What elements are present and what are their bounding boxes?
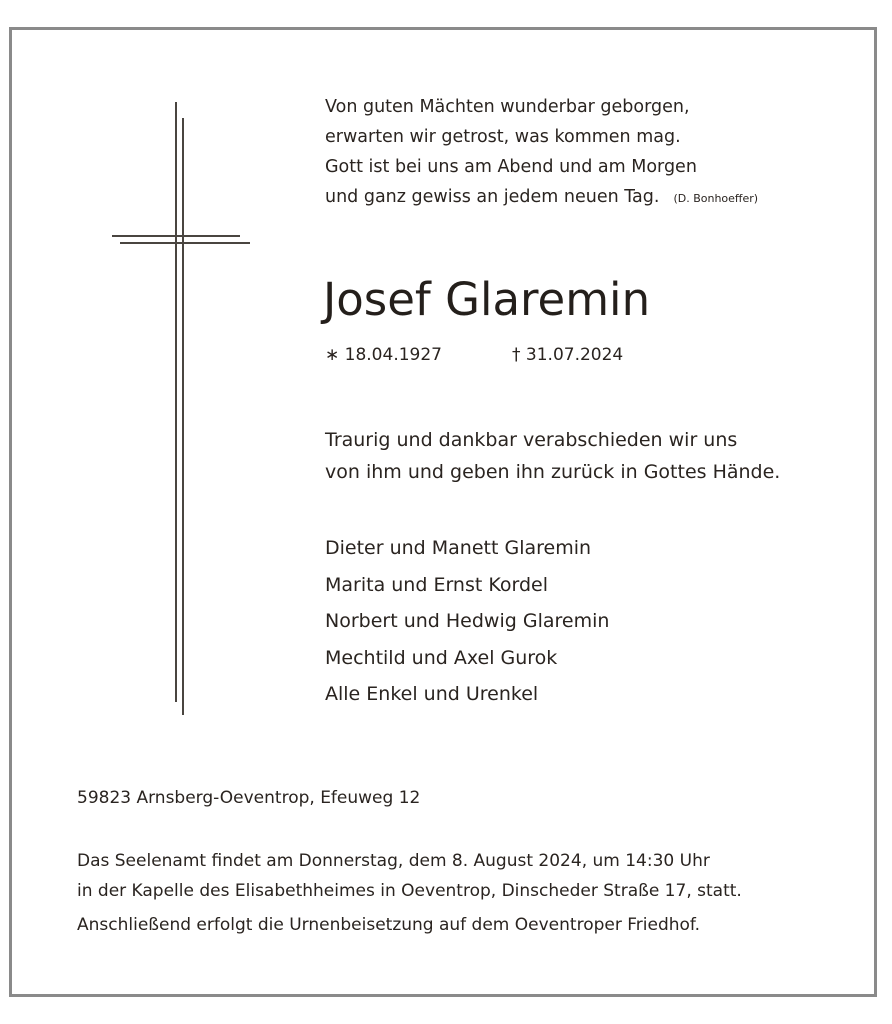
family-member: Norbert und Hedwig Glaremin bbox=[325, 610, 610, 632]
death-date: † 31.07.2024 bbox=[512, 345, 624, 365]
poem-attribution: (D. Bonhoeffer) bbox=[673, 192, 759, 205]
service-info bbox=[77, 846, 742, 940]
poem-line: und ganz gewiss an jedem neuen Tag. bbox=[325, 187, 660, 207]
mourning-text bbox=[325, 424, 780, 488]
poem-line: Gott ist bei uns am Abend und am Morgen bbox=[325, 157, 697, 177]
service-line: Anschließend erfolgt die Urnenbeisetzung auf dem Oeventroper Friedhof. bbox=[77, 915, 701, 935]
poem-line: erwarten wir getrost, was kommen mag. bbox=[325, 127, 681, 147]
service-line: Das Seelenamt findet am Donnerstag, dem 8. August 2024, um 14:30 Uhr bbox=[77, 851, 710, 871]
poem-last-line bbox=[325, 182, 758, 214]
family-member: Alle Enkel und Urenkel bbox=[325, 683, 539, 705]
family-member: Dieter und Manett Glaremin bbox=[325, 537, 592, 559]
poem-line: Von guten Mächten wunderbar geborgen, bbox=[325, 97, 690, 117]
family-member: Mechtild und Axel Gurok bbox=[325, 646, 558, 669]
birth-date: ∗ 18.04.1927 bbox=[325, 345, 442, 365]
family-member: Marita und Ernst Kordel bbox=[325, 573, 548, 596]
mourning-line: Traurig und dankbar verabschieden wir uns bbox=[325, 429, 738, 451]
family-list bbox=[325, 530, 609, 713]
deceased-name: Josef Glaremin bbox=[323, 273, 651, 326]
mourning-line: von ihm und geben ihn zurück in Gottes Hände. bbox=[325, 461, 781, 483]
address: 59823 Arnsberg-Oeventrop, Efeuweg 12 bbox=[77, 788, 421, 808]
service-line: in der Kapelle des Elisabethheimes in Oeventrop, Dinscheder Straße 17, statt. bbox=[77, 881, 742, 901]
poem bbox=[325, 92, 758, 214]
